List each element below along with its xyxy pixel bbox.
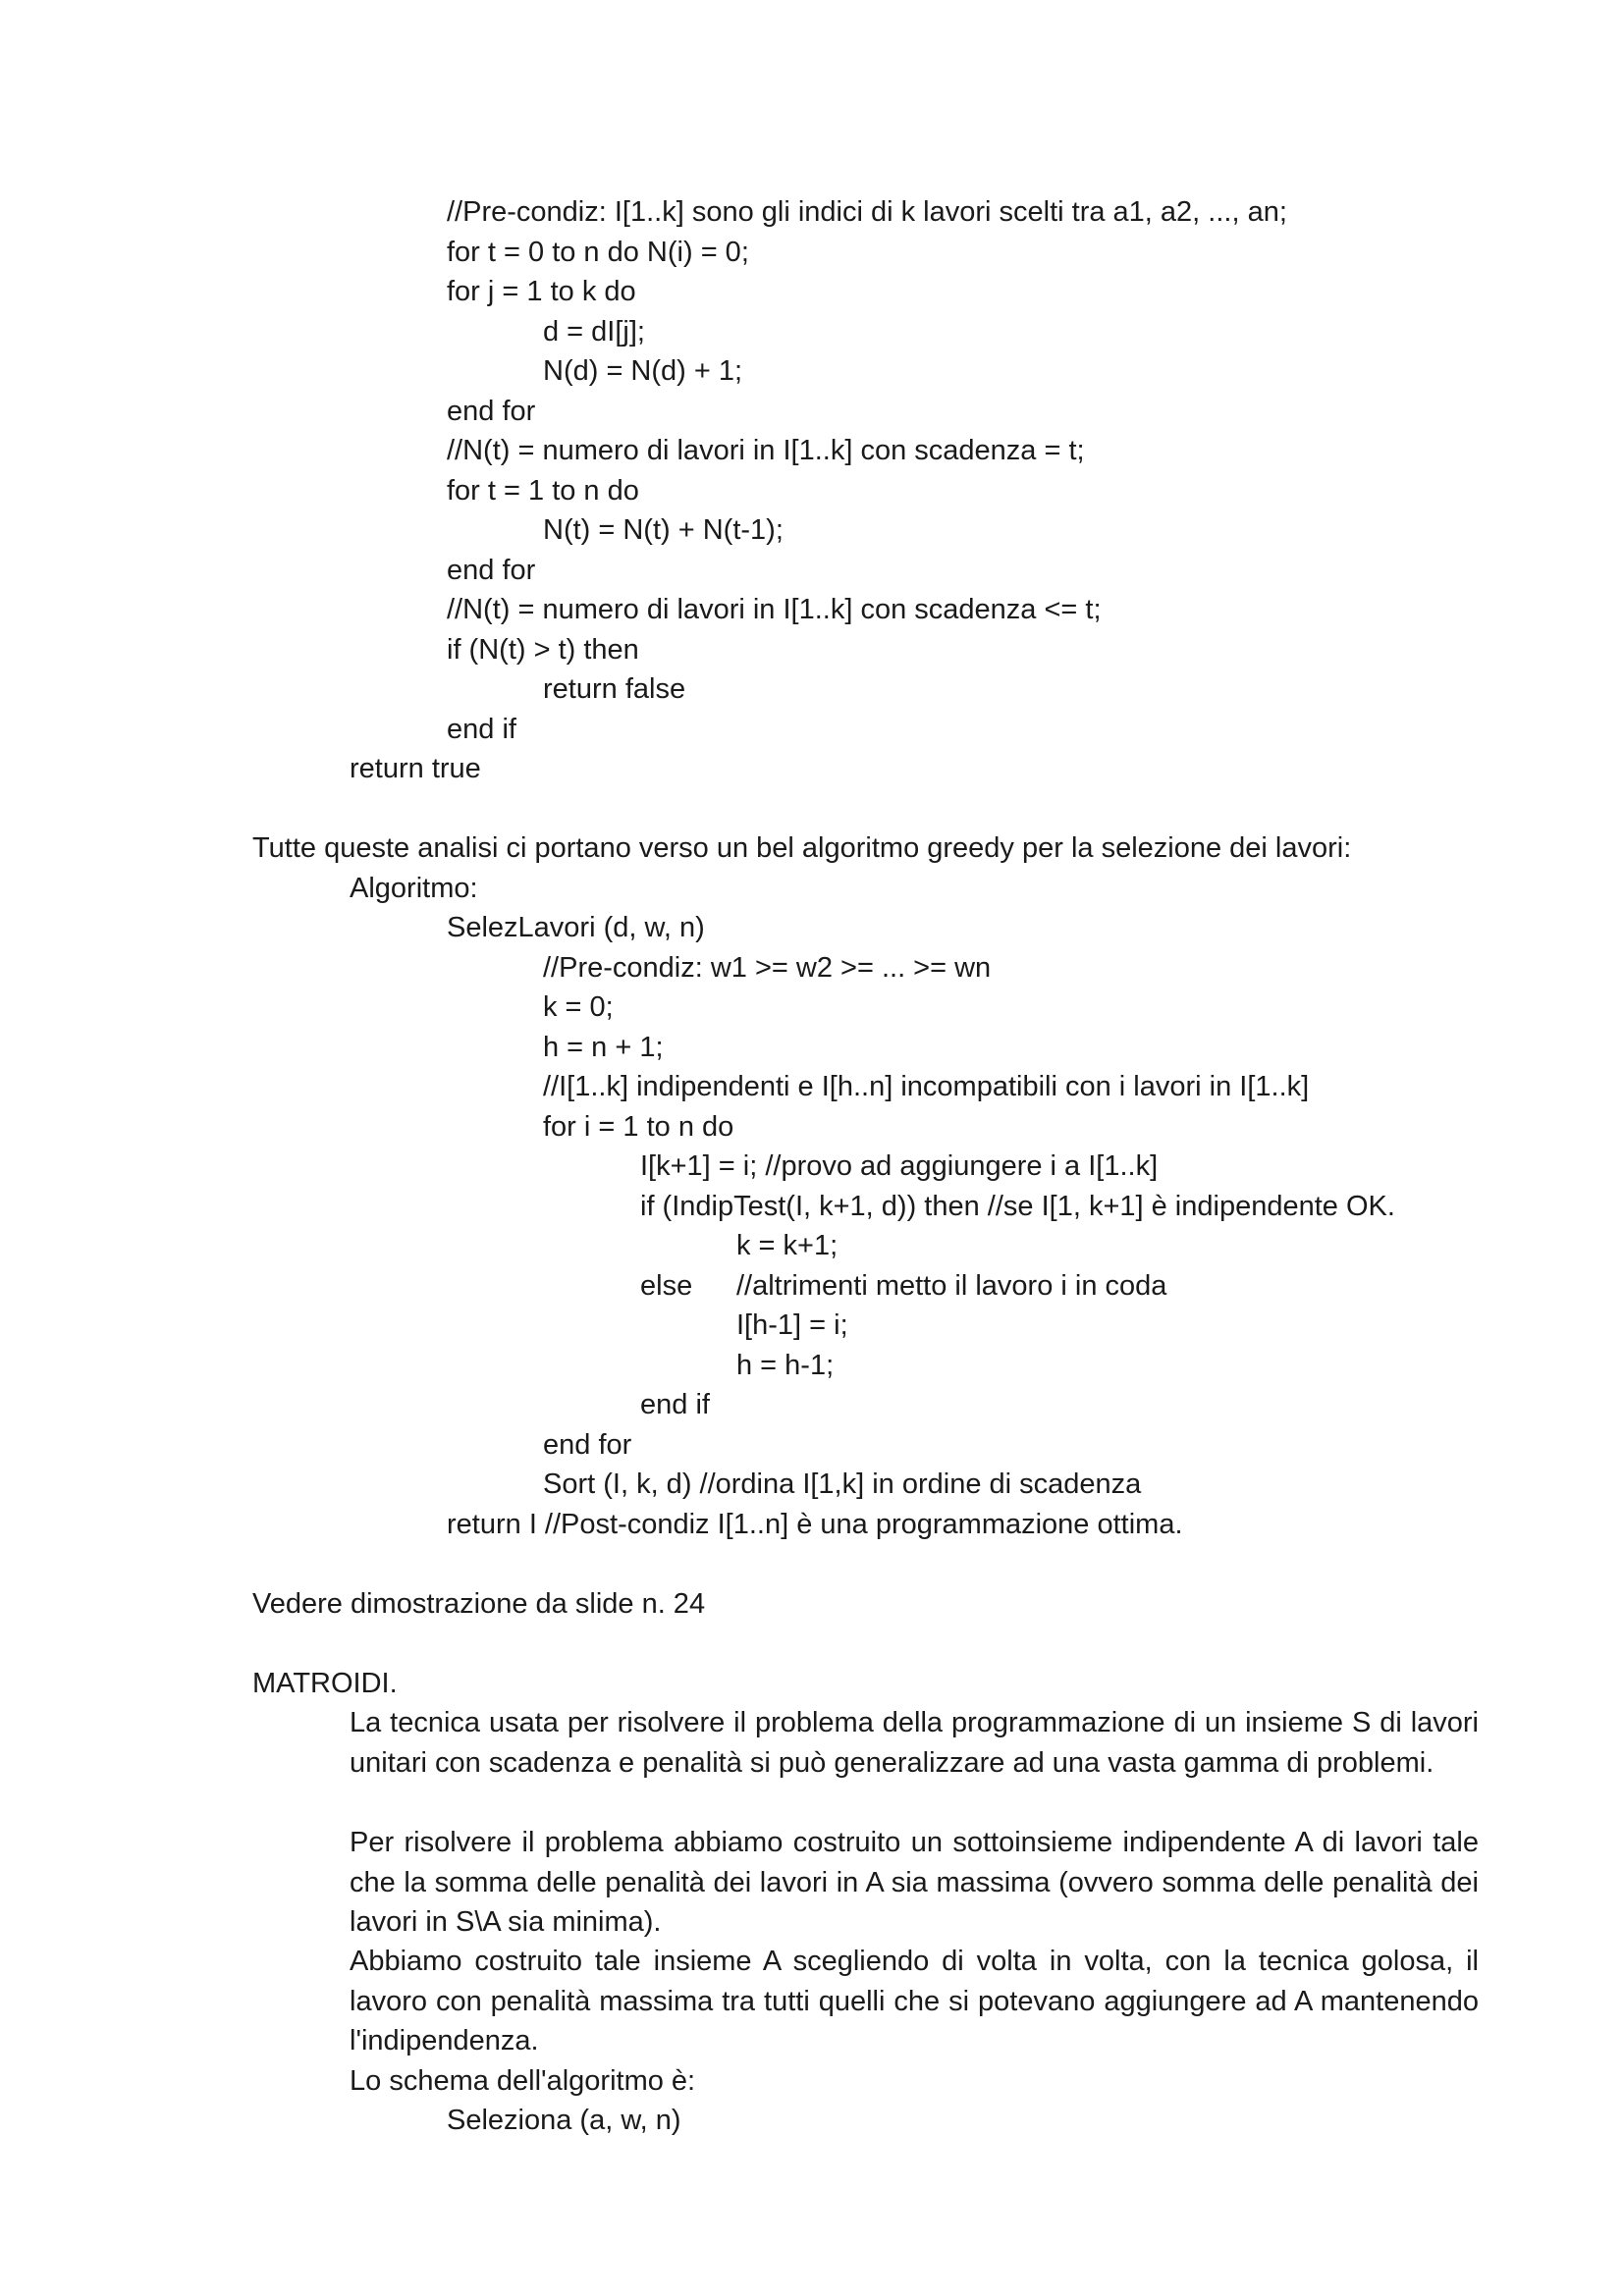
code-line: I[k+1] = i; //provo ad aggiungere i a I[1..k]: [640, 1150, 1159, 1182]
algorithm-label: Algoritmo:: [350, 873, 478, 904]
paragraph: Per risolvere il problema abbiamo costruito un sottoinsieme indipendente A di lavori tale che la somma delle penalità dei lavori in A sia massima (ovvero somma delle penalità dei lavori in S\A sia minima).: [350, 1827, 1479, 1938]
code-line: N(d) = N(d) + 1;: [543, 355, 743, 387]
code-line: k = 0;: [543, 991, 614, 1023]
code-line: //altrimenti metto il lavoro i in coda: [736, 1270, 1167, 1302]
code-line: //Pre-condiz: w1 >= w2 >= ... >= wn: [543, 952, 992, 984]
code-line: for i = 1 to n do: [543, 1111, 734, 1143]
paragraph: La tecnica usata per risolvere il problema della programmazione di un insieme S di lavori unitari con scadenza e penalità si può generalizzare ad una vasta gamma di problemi.: [350, 1707, 1479, 1779]
code-line: return I //Post-condiz I[1..n] è una programmazione ottima.: [447, 1509, 1183, 1540]
intro-text: Tutte queste analisi ci portano verso un bel algoritmo greedy per la selezione dei lavori:: [252, 832, 1352, 864]
code-line: if (N(t) > t) then: [447, 634, 639, 666]
code-line: return true: [350, 753, 481, 784]
code-line: SelezLavori (d, w, n): [447, 912, 705, 943]
code-line: end if: [447, 714, 516, 745]
code-line: Seleziona (a, w, n): [447, 2105, 681, 2136]
code-line: h = n + 1;: [543, 1032, 664, 1063]
code-line: end for: [543, 1429, 632, 1461]
paragraph: Lo schema dell'algoritmo è:: [350, 2065, 696, 2097]
code-line: for t = 1 to n do: [447, 475, 639, 507]
code-line: h = h-1;: [736, 1350, 835, 1381]
code-line: return false: [543, 673, 686, 705]
code-line: k = k+1;: [736, 1230, 839, 1261]
code-line: I[h-1] = i;: [736, 1309, 848, 1341]
code-line: N(t) = N(t) + N(t-1);: [543, 514, 784, 546]
code-line: for j = 1 to k do: [447, 276, 636, 307]
code-line: end if: [640, 1389, 710, 1420]
code-line: d = dI[j];: [543, 316, 645, 347]
code-line-else: else: [640, 1270, 693, 1302]
slide-reference: Vedere dimostrazione da slide n. 24: [252, 1588, 706, 1620]
code-line: //Pre-condiz: I[1..k] sono gli indici di k lavori scelti tra a1, a2, ..., an;: [447, 196, 1287, 228]
code-line: //I[1..k] indipendenti e I[h..n] incompatibili con i lavori in I[1..k]: [543, 1071, 1310, 1102]
code-line: if (IndipTest(I, k+1, d)) then //se I[1, k+1] è indipendente OK.: [640, 1191, 1395, 1222]
code-line: //N(t) = numero di lavori in I[1..k] con scadenza <= t;: [447, 594, 1102, 625]
code-line: Sort (I, k, d) //ordina I[1,k] in ordine di scadenza: [543, 1468, 1142, 1500]
code-line: end for: [447, 555, 536, 586]
code-line: end for: [447, 396, 536, 427]
paragraph: Abbiamo costruito tale insieme A scegliendo di volta in volta, con la tecnica golosa, il lavoro con penalità massima tra tutti quelli che si potevano aggiungere ad A mantenendo l'indipendenza.: [350, 1946, 1479, 2056]
code-line: //N(t) = numero di lavori in I[1..k] con scadenza = t;: [447, 435, 1085, 466]
code-line: for t = 0 to n do N(i) = 0;: [447, 237, 749, 268]
section-heading: MATROIDI.: [252, 1668, 398, 1699]
